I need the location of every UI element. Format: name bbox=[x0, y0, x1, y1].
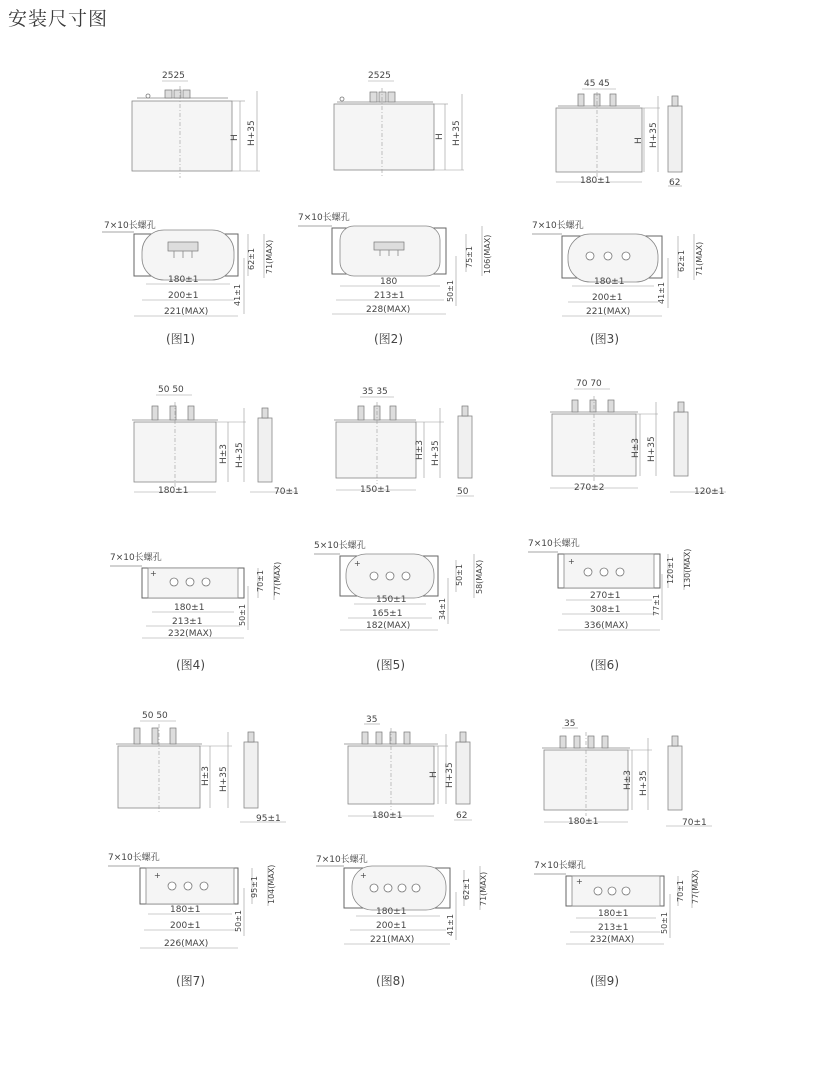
width-label: 180±1 bbox=[376, 907, 407, 917]
mark-label: + bbox=[354, 559, 361, 568]
width-label: 180±1 bbox=[158, 486, 189, 496]
figure-8-bottom-svg bbox=[312, 848, 502, 958]
height-label: H bbox=[634, 137, 644, 144]
depth-label: 104(MAX) bbox=[267, 864, 276, 904]
figure-1-front-view bbox=[110, 66, 290, 186]
hole-label: 7×10长螺孔 bbox=[298, 213, 350, 223]
depth-label: 41±1 bbox=[446, 914, 455, 936]
width-label: 180±1 bbox=[170, 905, 201, 915]
width-label: 213±1 bbox=[598, 923, 629, 933]
width-label: 221(MAX) bbox=[586, 307, 631, 317]
figure-6-front-view bbox=[540, 372, 740, 502]
figure-2-bottom-view bbox=[296, 206, 496, 321]
width-label: 232(MAX) bbox=[168, 629, 213, 639]
height-label: H bbox=[230, 134, 240, 141]
depth-label: 62 bbox=[456, 811, 468, 821]
height-label: H bbox=[435, 133, 445, 140]
figure-3-caption: (图3) bbox=[590, 332, 619, 346]
depth-label: 58(MAX) bbox=[475, 559, 484, 594]
depth-label: 62±1 bbox=[677, 250, 686, 272]
figure-7-front-svg bbox=[106, 704, 296, 834]
depth-label: 50±1 bbox=[660, 912, 669, 934]
figure-4-front-svg bbox=[120, 380, 310, 505]
width-label: 180±1 bbox=[168, 275, 199, 285]
mark-label: + bbox=[568, 557, 575, 566]
depth-label: 77±1 bbox=[652, 594, 661, 616]
width-label: 165±1 bbox=[372, 609, 403, 619]
depth-label: 71(MAX) bbox=[695, 241, 704, 276]
width-label: 200±1 bbox=[592, 293, 623, 303]
width-label: 200±1 bbox=[376, 921, 407, 931]
figure-8-bottom-view bbox=[312, 848, 502, 958]
figure-9-front-view bbox=[536, 708, 726, 838]
depth-label: 120±1 bbox=[666, 556, 675, 584]
mark-label: + bbox=[150, 569, 157, 578]
figure-4-front-view bbox=[120, 380, 310, 505]
width-label: 150±1 bbox=[376, 595, 407, 605]
figure-6-bottom-svg bbox=[524, 534, 714, 644]
height-label: H+35 bbox=[445, 762, 455, 788]
depth-label: 41±1 bbox=[233, 284, 242, 306]
terminal-spacing-label: 50 50 bbox=[158, 385, 184, 395]
depth-label: 106(MAX) bbox=[483, 234, 492, 274]
height-label: H+35 bbox=[649, 122, 659, 148]
terminal-spacing-label: 45 45 bbox=[584, 79, 610, 89]
mark-label: + bbox=[154, 871, 161, 880]
depth-label: 77(MAX) bbox=[273, 561, 282, 596]
terminal-spacing-label: 2525 bbox=[162, 71, 185, 81]
figure-2-bottom-svg bbox=[296, 206, 496, 321]
figure-5-bottom-view bbox=[310, 536, 500, 636]
figure-1-bottom-svg bbox=[98, 212, 288, 322]
hole-label: 7×10长螺孔 bbox=[108, 853, 160, 863]
figure-1-caption: (图1) bbox=[166, 332, 195, 346]
height-label: H+35 bbox=[219, 766, 229, 792]
terminal-spacing-label: 35 bbox=[366, 715, 378, 725]
width-label: 221(MAX) bbox=[370, 935, 415, 945]
depth-label: 120±1 bbox=[694, 487, 725, 497]
depth-label: 50±1 bbox=[234, 910, 243, 932]
depth-label: 75±1 bbox=[465, 246, 474, 268]
figure-8-front-svg bbox=[334, 704, 504, 834]
depth-label: 62 bbox=[669, 178, 681, 188]
depth-label: 34±1 bbox=[438, 598, 447, 620]
height-label: H+35 bbox=[431, 440, 441, 466]
depth-label: 130(MAX) bbox=[683, 548, 692, 588]
width-label: 226(MAX) bbox=[164, 939, 209, 949]
figure-7-bottom-svg bbox=[104, 848, 294, 958]
figure-4-bottom-view bbox=[106, 546, 296, 646]
figure-5-bottom-svg bbox=[310, 536, 500, 636]
figure-8-caption: (图8) bbox=[376, 974, 405, 988]
width-label: 270±2 bbox=[574, 483, 605, 493]
figure-2-front-view bbox=[310, 66, 490, 186]
terminal-spacing-label: 50 50 bbox=[142, 711, 168, 721]
terminal-spacing-label: 2525 bbox=[368, 71, 391, 81]
height-label: H+35 bbox=[639, 770, 649, 796]
depth-label: 50 bbox=[457, 487, 469, 497]
figure-6-caption: (图6) bbox=[590, 658, 619, 672]
figure-2-front-svg bbox=[310, 66, 490, 186]
figure-3-front-svg bbox=[548, 74, 698, 194]
hole-label: 7×10长螺孔 bbox=[528, 539, 580, 549]
hole-label: 7×10长螺孔 bbox=[104, 221, 156, 231]
figure-6-front-svg bbox=[540, 372, 740, 502]
figure-3-front-view bbox=[548, 74, 698, 194]
depth-label: 70±1 bbox=[274, 487, 299, 497]
width-label: 180±1 bbox=[580, 176, 611, 186]
width-label: 180±1 bbox=[594, 277, 625, 287]
hole-label: 7×10长螺孔 bbox=[110, 553, 162, 563]
terminal-spacing-label: 35 35 bbox=[362, 387, 388, 397]
mark-label: + bbox=[576, 877, 583, 886]
hole-label: 7×10长螺孔 bbox=[532, 221, 584, 231]
figure-4-caption: (图4) bbox=[176, 658, 205, 672]
figure-9-bottom-svg bbox=[530, 856, 720, 956]
height-label: H+35 bbox=[247, 120, 257, 146]
width-label: 180±1 bbox=[598, 909, 629, 919]
depth-label: 95±1 bbox=[250, 876, 259, 898]
height-label: H+35 bbox=[647, 436, 657, 462]
figure-3-bottom-view bbox=[528, 214, 718, 324]
hole-label: 5×10长螺孔 bbox=[314, 541, 366, 551]
height-label: H±3 bbox=[201, 765, 211, 786]
width-label: 182(MAX) bbox=[366, 621, 411, 631]
width-label: 213±1 bbox=[374, 291, 405, 301]
height-label: H±3 bbox=[219, 443, 229, 464]
figure-6-bottom-view bbox=[524, 534, 714, 644]
figure-2-caption: (图2) bbox=[374, 332, 403, 346]
figure-5-front-view bbox=[320, 380, 490, 505]
depth-label: 77(MAX) bbox=[691, 869, 700, 904]
depth-label: 70±1 bbox=[676, 880, 685, 902]
height-label: H+35 bbox=[235, 442, 245, 468]
depth-label: 50±1 bbox=[455, 564, 464, 586]
depth-label: 62±1 bbox=[247, 248, 256, 270]
width-label: 336(MAX) bbox=[584, 621, 629, 631]
depth-label: 41±1 bbox=[657, 282, 666, 304]
width-label: 221(MAX) bbox=[164, 307, 209, 317]
depth-label: 71(MAX) bbox=[479, 871, 488, 906]
width-label: 180 bbox=[380, 277, 398, 287]
depth-label: 70±1 bbox=[256, 570, 265, 592]
height-label: H±3 bbox=[631, 437, 641, 458]
width-label: 232(MAX) bbox=[590, 935, 635, 945]
width-label: 228(MAX) bbox=[366, 305, 411, 315]
depth-label: 95±1 bbox=[256, 814, 281, 824]
depth-label: 70±1 bbox=[682, 818, 707, 828]
figure-3-bottom-svg bbox=[528, 214, 718, 324]
width-label: 213±1 bbox=[172, 617, 203, 627]
width-label: 270±1 bbox=[590, 591, 621, 601]
height-label: H±3 bbox=[415, 439, 425, 460]
figure-7-front-view bbox=[106, 704, 296, 834]
width-label: 200±1 bbox=[168, 291, 199, 301]
figure-8-front-view bbox=[334, 704, 504, 834]
depth-label: 62±1 bbox=[462, 878, 471, 900]
hole-label: 7×10长螺孔 bbox=[316, 855, 368, 865]
figure-1-front-svg bbox=[110, 66, 290, 186]
depth-label: 71(MAX) bbox=[265, 239, 274, 274]
width-label: 200±1 bbox=[170, 921, 201, 931]
width-label: 150±1 bbox=[360, 485, 391, 495]
width-label: 308±1 bbox=[590, 605, 621, 615]
width-label: 180±1 bbox=[372, 811, 403, 821]
hole-label: 7×10长螺孔 bbox=[534, 861, 586, 871]
height-label: H±3 bbox=[623, 769, 633, 790]
figure-5-front-svg bbox=[320, 380, 490, 505]
figure-9-front-svg bbox=[536, 708, 726, 838]
figure-7-bottom-view bbox=[104, 848, 294, 958]
width-label: 180±1 bbox=[174, 603, 205, 613]
figure-5-caption: (图5) bbox=[376, 658, 405, 672]
figure-9-caption: (图9) bbox=[590, 974, 619, 988]
depth-label: 50±1 bbox=[238, 604, 247, 626]
depth-label: 50±1 bbox=[446, 280, 455, 302]
terminal-spacing-label: 70 70 bbox=[576, 379, 602, 389]
height-label: H bbox=[429, 771, 439, 778]
figure-7-caption: (图7) bbox=[176, 974, 205, 988]
figure-9-bottom-view bbox=[530, 856, 720, 956]
page-title: 安装尺寸图 bbox=[8, 8, 109, 30]
height-label: H+35 bbox=[452, 120, 462, 146]
mark-label: + bbox=[360, 871, 367, 880]
terminal-spacing-label: 35 bbox=[564, 719, 576, 729]
width-label: 180±1 bbox=[568, 817, 599, 827]
figure-1-bottom-view bbox=[98, 212, 288, 322]
figure-4-bottom-svg bbox=[106, 546, 296, 646]
